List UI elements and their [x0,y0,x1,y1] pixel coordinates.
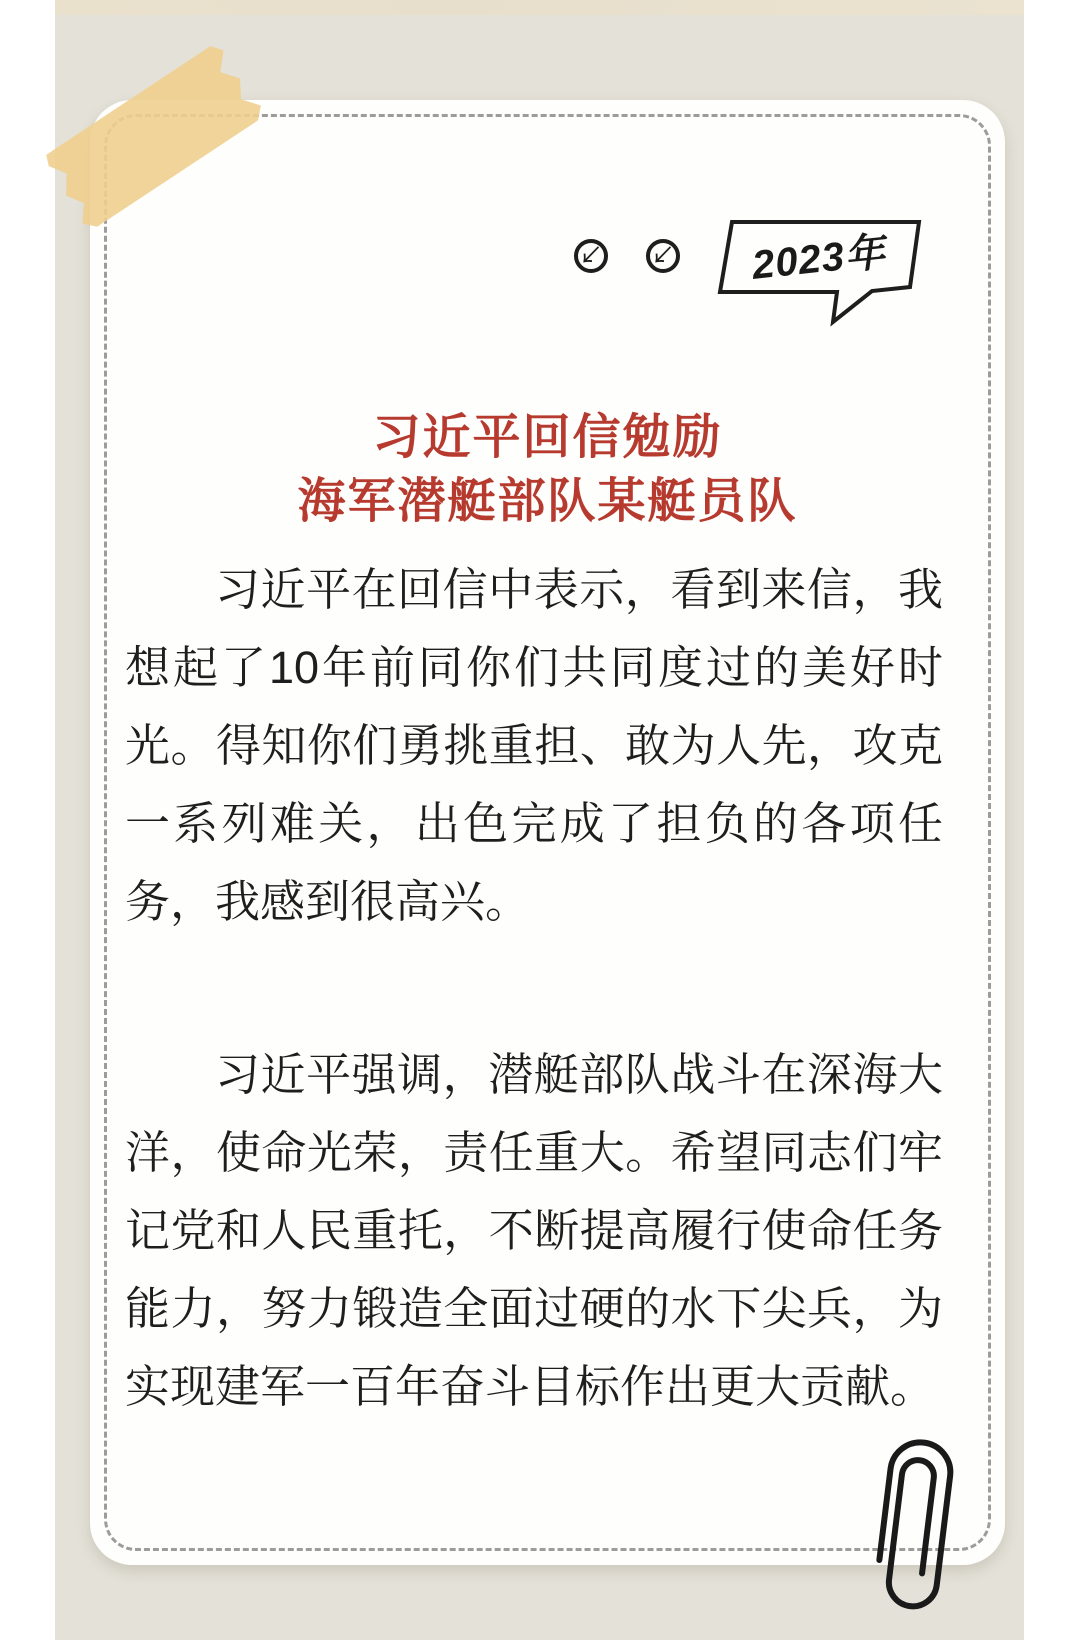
article-paragraph: 习近平在回信中表示，看到来信，我想起了10年前同你们共同度过的美好时光。得知你们勇挑重担、敢为人先，攻克一系列难关，出色完成了担负的各项任务，我感到很高兴。 [125,564,943,927]
down-left-arrow-icon [646,239,680,273]
year-badge: 2023年 [749,230,888,288]
article-body [125,551,943,1426]
down-left-arrow-icon [574,239,608,273]
top-texture-strip [55,0,1024,15]
left-margin-strip [0,0,55,1640]
down-left-arrow-glyph: ↙ [651,243,674,268]
article-title [90,406,1005,534]
article-paragraph: 习近平强调，潜艇部队战斗在深海大洋，使命光荣，责任重大。希望同志们牢记党和人民重托，不断提高履行使命任务能力，努力锻造全面过硬的水下尖兵，为实现建军一百年奋斗目标作出更大贡献。 [125,1049,943,1412]
down-left-arrow-glyph: ↙ [579,243,602,268]
article-title-line1: 习近平回信勉励 [372,411,723,465]
right-margin-strip [1024,0,1080,1640]
article-title-line2: 海军潜艇部队某艇员队 [297,475,798,529]
